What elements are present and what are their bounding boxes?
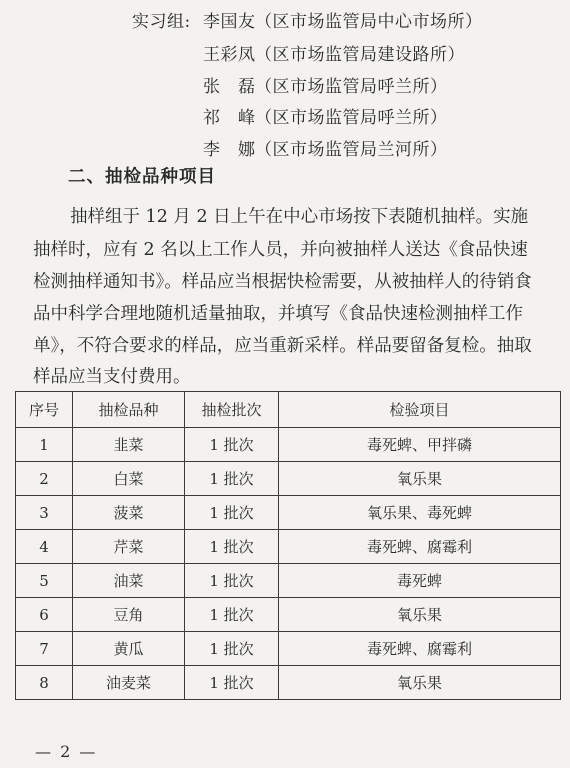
cell-batch: 1 批次: [185, 666, 279, 700]
table-row: [16, 666, 561, 700]
cell-index: 5: [16, 564, 73, 598]
intern-member-name: 李 娜: [203, 140, 256, 160]
paragraph-line: 样品应当支付费用。: [33, 367, 191, 387]
intern-group-label: 实习组:: [132, 12, 191, 32]
table-row: [16, 462, 561, 496]
cell-index: 3: [16, 496, 73, 530]
table-row: [16, 496, 561, 530]
intern-member-name: 祁 峰: [203, 108, 256, 128]
cell-index: 2: [16, 462, 73, 496]
intern-member-org: （区市场监管局呼兰所）: [255, 108, 448, 128]
paragraph-line: 抽样时，应有 2 名以上工作人员，并向被抽样人送达《食品快速: [33, 240, 528, 260]
cell-index: 1: [16, 428, 73, 462]
cell-test-items: 毒死蜱、腐霉利: [279, 632, 561, 666]
intern-member-org: （区市场监管局中心市场所）: [255, 12, 483, 32]
cell-index: 6: [16, 598, 73, 632]
page-number: — 2 —: [35, 742, 98, 761]
table-row: [16, 632, 561, 666]
section-heading: 二、抽检品种项目: [68, 167, 216, 187]
cell-variety: 黄瓜: [73, 632, 185, 666]
header-cell-batch: 抽检批次: [185, 392, 279, 428]
intern-member-name: 王彩凤: [203, 45, 256, 65]
cell-test-items: 氧乐果、毒死蜱: [279, 496, 561, 530]
cell-test-items: 氧乐果: [279, 462, 561, 496]
paragraph-line: 品中科学合理地随机适量抽取，并填写《食品快速检测抽样工作: [33, 304, 523, 324]
cell-variety: 白菜: [73, 462, 185, 496]
cell-batch: 1 批次: [185, 632, 279, 666]
cell-batch: 1 批次: [185, 428, 279, 462]
cell-variety: 菠菜: [73, 496, 185, 530]
table-row: [16, 564, 561, 598]
cell-index: 8: [16, 666, 73, 700]
cell-test-items: 毒死蜱、甲拌磷: [279, 428, 561, 462]
cell-index: 4: [16, 530, 73, 564]
paragraph-line: 抽样组于 12 月 2 日上午在中心市场按下表随机抽样。实施: [70, 207, 529, 227]
cell-test-items: 氧乐果: [279, 666, 561, 700]
sampling-table: [15, 391, 561, 700]
intern-member-org: （区市场监管局建设路所）: [255, 45, 465, 65]
paragraph-line: 检测抽样通知书》。样品应当根据快检需要，从被抽样人的待销食: [33, 272, 532, 292]
cell-variety: 油菜: [73, 564, 185, 598]
cell-variety: 芹菜: [73, 530, 185, 564]
cell-test-items: 氧乐果: [279, 598, 561, 632]
table-row: [16, 428, 561, 462]
cell-test-items: 毒死蜱、腐霉利: [279, 530, 561, 564]
table-row: [16, 530, 561, 564]
header-cell-variety: 抽检品种: [73, 392, 185, 428]
cell-batch: 1 批次: [185, 462, 279, 496]
cell-batch: 1 批次: [185, 496, 279, 530]
paragraph-line: 单》，不符合要求的样品，应当重新采样。样品要留备复检。抽取: [33, 336, 532, 356]
cell-batch: 1 批次: [185, 564, 279, 598]
table-header-row: [16, 392, 561, 428]
cell-test-items: 毒死蜱: [279, 564, 561, 598]
cell-variety: 韭菜: [73, 428, 185, 462]
cell-variety: 豆角: [73, 598, 185, 632]
cell-index: 7: [16, 632, 73, 666]
intern-member-name: 张 磊: [203, 77, 256, 97]
intern-member-name: 李国友: [203, 12, 256, 32]
cell-batch: 1 批次: [185, 598, 279, 632]
intern-member-org: （区市场监管局呼兰所）: [255, 77, 448, 97]
cell-batch: 1 批次: [185, 530, 279, 564]
header-cell-test-items: 检验项目: [279, 392, 561, 428]
cell-variety: 油麦菜: [73, 666, 185, 700]
intern-member-org: （区市场监管局兰河所）: [255, 140, 448, 160]
header-cell-index: 序号: [16, 392, 73, 428]
table-row: [16, 598, 561, 632]
